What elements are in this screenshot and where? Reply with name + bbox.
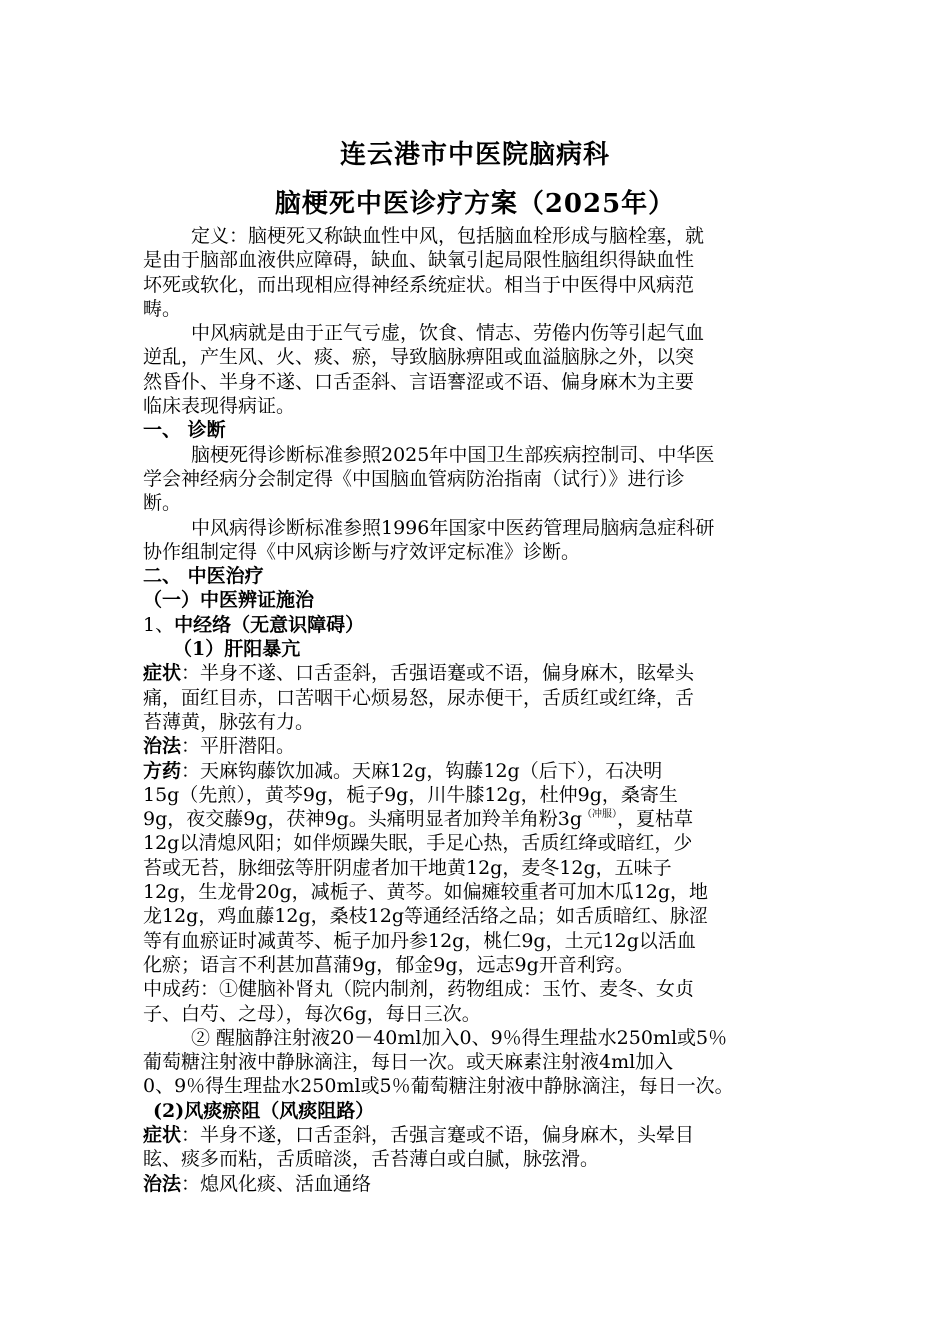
heading-text: 中经络（无意识障碍） bbox=[174, 613, 365, 636]
field-text: ：熄风化痰、活血通络 bbox=[181, 1172, 372, 1195]
line-text: ，夏枯草 bbox=[617, 808, 694, 831]
paragraph-line: 苔薄黄，脉弦有力。 bbox=[143, 710, 315, 733]
paragraph-line: 畴。 bbox=[143, 297, 182, 320]
paragraph-line bbox=[143, 1172, 823, 1196]
paragraph-line: 等有血瘀证时减黄芩、栀子加丹参12g，桃仁9g，土元12g以活血 bbox=[143, 929, 696, 952]
field-label: 治法 bbox=[143, 1172, 182, 1195]
paragraph-line: 中成药：①健脑补肾丸（院内制剂，药物组成：玉竹、麦冬、女贞 bbox=[143, 978, 695, 1001]
paragraph-line: 脑梗死得诊断标准参照2025年中国卫生部疾病控制司、中华医 bbox=[191, 443, 715, 466]
paragraph-line: 葡萄糖注射液中静脉滴注，每日一次。或天麻素注射液4ml加入 bbox=[143, 1051, 674, 1074]
paragraph-line bbox=[143, 734, 823, 758]
paragraph-line: 眩、痰多而粘，舌质暗淡，舌苔薄白或白腻，脉弦滑。 bbox=[143, 1148, 600, 1171]
paragraph-line: 15g（先煎），黄芩9g，栀子9g，川牛膝12g，杜仲9g，桑寄生 bbox=[143, 783, 678, 806]
paragraph-line bbox=[143, 759, 823, 783]
paragraph-line: 逆乱，产生风、火、痰、瘀，导致脑脉痹阻或血溢脑脉之外，以突 bbox=[143, 346, 695, 369]
paragraph-line: 12g，生龙骨20g，减栀子、黄芩。如偏瘫较重者可加木瓜12g，地 bbox=[143, 881, 709, 904]
field-label: 症状 bbox=[143, 1123, 182, 1146]
paragraph-line: 然昏仆、半身不遂、口舌歪斜、言语謇涩或不语、偏身麻木为主要 bbox=[143, 370, 695, 393]
field-label: 症状 bbox=[143, 662, 182, 685]
subsection-heading: （一）中医辨证施治 bbox=[143, 589, 315, 612]
section-heading: 二、 中医治疗 bbox=[143, 565, 264, 588]
paragraph-line: 苔或无苔，脉细弦等肝阴虚者加干地黄12g，麦冬12g，五味子 bbox=[143, 856, 672, 879]
section-heading: 一、 诊断 bbox=[143, 419, 226, 442]
paragraph-line bbox=[143, 661, 823, 685]
subsection-heading: (2)风痰瘀阻（风痰阻路） bbox=[153, 1099, 375, 1122]
page-title: 连云港市中医院脑病科 bbox=[339, 140, 610, 170]
paragraph-line: 临床表现得病证。 bbox=[143, 395, 296, 418]
paragraph-line bbox=[143, 1123, 823, 1147]
paragraph-line: ② 醒脑静注射液20－40ml加入0、9％得生理盐水250ml或5％ bbox=[191, 1026, 728, 1049]
heading-prefix: 1、 bbox=[143, 613, 175, 636]
superscript-note: （冲服） bbox=[582, 809, 618, 821]
paragraph-line: 坏死或软化，而出现相应得神经系统症状。相当于中医得中风病范 bbox=[143, 273, 695, 296]
field-text: ：半身不遂，口舌歪斜，舌强言蹇或不语，偏身麻木，头晕目 bbox=[181, 1123, 695, 1146]
paragraph-line: 协作组制定得《中风病诊断与疗效评定标准》诊断。 bbox=[143, 540, 581, 563]
paragraph-line: 定义：脑梗死又称缺血性中风，包括脑血栓形成与脑栓塞，就 bbox=[191, 225, 705, 247]
paragraph-line: 12g以清熄风阳；如伴烦躁失眠，手足心热，舌质红绛或暗红，少 bbox=[143, 832, 693, 855]
document-body bbox=[143, 224, 823, 1196]
page-subtitle: 脑梗死中医诊疗方案（2025年） bbox=[274, 189, 676, 219]
paragraph-line: 中风病就是由于正气亏虚，饮食、情志、劳倦内伤等引起气血 bbox=[191, 322, 705, 345]
paragraph-line bbox=[143, 807, 823, 831]
paragraph-line: 学会神经病分会制定得《中国脑血管病防治指南（试行）》进行诊 bbox=[143, 467, 685, 490]
subsection-heading bbox=[143, 613, 823, 637]
field-label: 方药 bbox=[143, 759, 182, 782]
subsection-heading: （1）肝阳暴亢 bbox=[173, 638, 301, 661]
field-label: 治法 bbox=[143, 735, 182, 758]
paragraph-line: 化瘀；语言不利甚加菖蒲9g，郁金9g，远志9g开音利窍。 bbox=[143, 953, 634, 976]
paragraph-line: 断。 bbox=[143, 492, 182, 515]
line-text: 9g，夜交藤9g，茯神9g。头痛明显者加羚羊角粉3g bbox=[143, 808, 583, 831]
paragraph-line: 0、9％得生理盐水250ml或5％葡萄糖注射液中静脉滴注，每日一次。 bbox=[143, 1075, 734, 1098]
field-text: ：平肝潜阳。 bbox=[181, 735, 296, 758]
paragraph-line: 中风病得诊断标准参照1996年国家中医药管理局脑病急症科研 bbox=[191, 516, 715, 539]
paragraph-line: 子、白芍、之母），每次6g，每日三次。 bbox=[143, 1002, 481, 1025]
field-text: ：天麻钩藤饮加减。天麻12g，钩藤12g（后下），石决明 bbox=[181, 759, 663, 782]
paragraph-line: 痛，面红目赤，口苦咽干心烦易怒，尿赤便干，舌质红或红绛，舌 bbox=[143, 686, 695, 709]
field-text: ：半身不遂、口舌歪斜，舌强语蹇或不语，偏身麻木，眩晕头 bbox=[181, 662, 695, 685]
paragraph-line: 是由于脑部血液供应障碍，缺血、缺氧引起局限性脑组织得缺血性 bbox=[143, 249, 695, 272]
paragraph-line: 龙12g，鸡血藤12g，桑枝12g等通经活络之品；如舌质暗红、脉涩 bbox=[143, 905, 709, 928]
